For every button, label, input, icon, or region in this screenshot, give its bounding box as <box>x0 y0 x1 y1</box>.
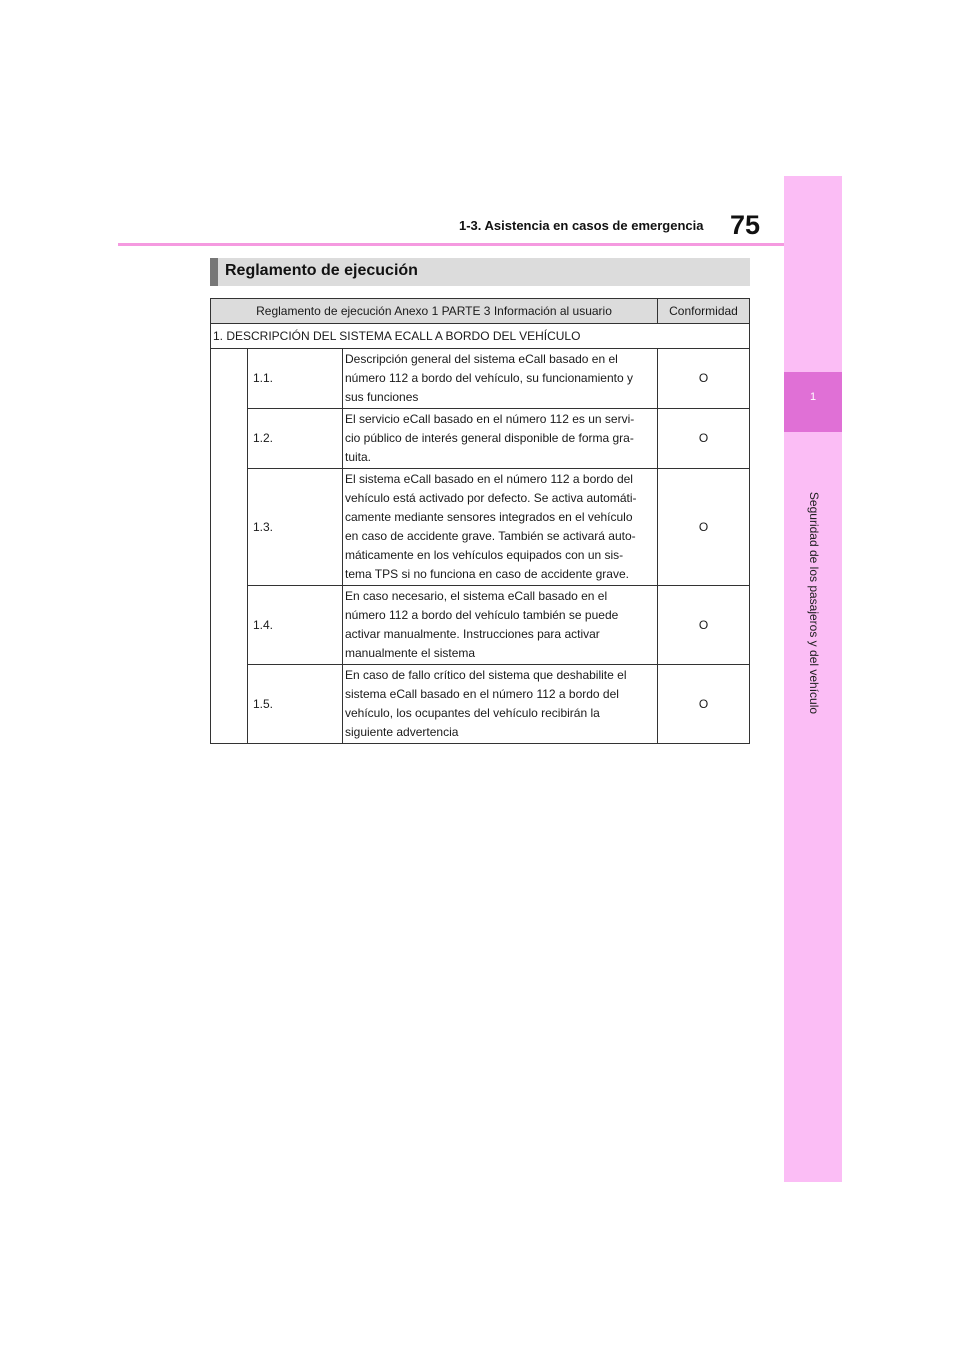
description-line: en caso de accidente grave. También se activará auto- <box>345 529 636 543</box>
heading-text: Reglamento de ejecución <box>225 262 418 279</box>
description-line: En caso de fallo crítico del sistema que deshabilite el <box>345 668 627 682</box>
item-conformity: O <box>658 586 750 665</box>
description-line: manualmente el sistema <box>345 646 476 660</box>
description-line: activar manualmente. Instrucciones para activar <box>345 627 600 641</box>
table-row <box>211 469 750 586</box>
table-row <box>211 586 750 665</box>
item-number: 1.5. <box>248 665 343 744</box>
table-row <box>211 349 750 409</box>
description-line: tema TPS si no funciona en caso de accidente grave. <box>345 567 629 581</box>
description-line: El sistema eCall basado en el número 112 a bordo del <box>345 472 633 486</box>
chapter-title: Seguridad de los pasajeros y del vehículo <box>807 491 821 715</box>
item-number: 1.3. <box>248 469 343 586</box>
regulation-table <box>210 298 750 744</box>
description-line: vehículo está activado por defecto. Se activa automáti- <box>345 491 637 505</box>
item-conformity: O <box>658 665 750 744</box>
item-description <box>343 665 658 744</box>
regulation-heading <box>210 258 750 286</box>
page-number: 75 <box>730 210 761 240</box>
item-conformity: O <box>658 409 750 469</box>
description-line: número 112 a bordo del vehículo también se puede <box>345 608 619 622</box>
section-row <box>211 324 750 349</box>
description-line: vehículo, los ocupantes del vehículo recibirán la <box>345 706 600 720</box>
description-line: tuita. <box>345 450 372 464</box>
item-description <box>343 349 658 409</box>
item-description <box>343 409 658 469</box>
item-description <box>343 469 658 586</box>
item-number: 1.2. <box>248 409 343 469</box>
description-line: sus funciones <box>345 390 419 404</box>
description-line: siguiente advertencia <box>345 725 459 739</box>
description-line: número 112 a bordo del vehículo, su funcionamiento y <box>345 371 633 385</box>
header-regulation: Reglamento de ejecución Anexo 1 PARTE 3 Información al usuario <box>211 299 658 324</box>
description-line: sistema eCall basado en el número 112 a bordo del <box>345 687 619 701</box>
section-row-label: 1. DESCRIPCIÓN DEL SISTEMA ECALL A BORDO DEL VEHÍCULO <box>211 324 750 349</box>
indent-cell <box>211 349 248 744</box>
item-description <box>343 586 658 665</box>
item-number: 1.1. <box>248 349 343 409</box>
description-line: El servicio eCall basado en el número 112 es un servi- <box>345 412 635 426</box>
section-header: 1-3. Asistencia en casos de emergencia <box>459 218 704 233</box>
table-header-row <box>211 299 750 324</box>
description-line: En caso necesario, el sistema eCall basado en el <box>345 589 608 603</box>
description-line: camente mediante sensores integrados en el vehículo <box>345 510 633 524</box>
description-line: máticamente en los vehículos equipados con un sis- <box>345 548 624 562</box>
item-conformity: O <box>658 469 750 586</box>
header-rule <box>118 243 784 246</box>
item-number: 1.4. <box>248 586 343 665</box>
table-row <box>211 665 750 744</box>
heading-bar <box>210 258 218 286</box>
table-row <box>211 409 750 469</box>
description-line: Descripción general del sistema eCall basado en el <box>345 352 618 366</box>
description-line: cio público de interés general disponible de forma gra- <box>345 431 634 445</box>
chapter-side-tab <box>784 176 842 1182</box>
header-conformity: Conformidad <box>658 299 750 324</box>
item-conformity: O <box>658 349 750 409</box>
chapter-number: 1 <box>809 391 817 403</box>
